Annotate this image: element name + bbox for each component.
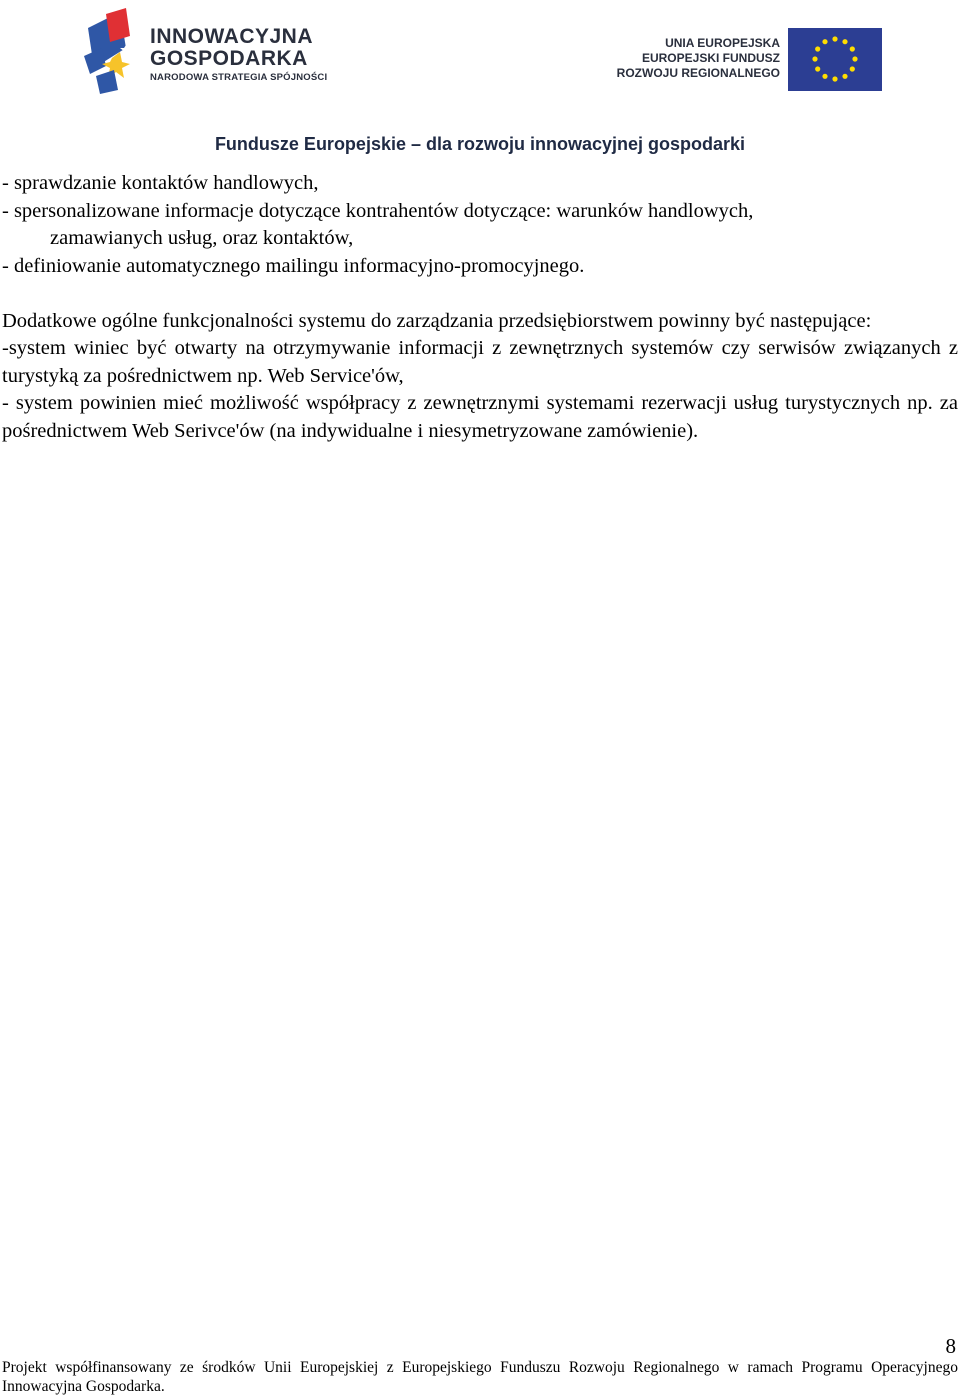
- logo-left-title: [150, 26, 313, 70]
- logo-left-subtitle: NARODOWA STRATEGIA SPÓJNOŚCI: [150, 72, 328, 83]
- paragraph: - system powinien mieć możliwość współpracy z zewnętrznymi systemami rezerwacji usług turystycznych np. za pośrednictwem Web Serivce'ów (na indywidualne i niesymetryzowane zamówienie).: [2, 392, 958, 442]
- innowacyjna-gospodarka-logo: [80, 8, 340, 94]
- paragraph: Dodatkowe ogólne funkcjonalności systemu do zarządzania przedsiębiorstwem powinny być następujące:: [2, 309, 872, 332]
- document-body: [2, 170, 958, 445]
- logo-right-text: [617, 36, 780, 81]
- list-item: - definiowanie automatycznego mailingu informacyjno-promocyjnego.: [2, 254, 585, 277]
- paragraph-spacer: [2, 280, 958, 308]
- running-title: Fundusze Europejskie – dla rozwoju innowacyjnej gospodarki: [214, 134, 746, 154]
- page-number: 8: [945, 1334, 956, 1358]
- logo-left-line2: GOSPODARKA: [150, 47, 308, 70]
- eu-fund-logo: [615, 28, 885, 94]
- footer-note: Projekt współfinansowany ze środków Unii Europejskiej z Europejskiego Funduszu Rozwoju Regionalnego w ramach Programu Operacyjnego Innowacyjna Gospodarka.: [2, 1359, 958, 1395]
- logo-right-line1: UNIA EUROPEJSKA: [665, 36, 780, 50]
- logo-right-line3: ROZWOJU REGIONALNEGO: [616, 66, 780, 80]
- star-emblem-icon: [80, 8, 144, 94]
- list-item-continuation: zamawianych usług, oraz kontaktów,: [50, 227, 354, 249]
- paragraph: -system winiec być otwarty na otrzymywanie informacji z zewnętrznych systemów czy serwisów związanych z turystyką za pośrednictwem np. Web Service'ów,: [2, 337, 958, 387]
- logo-right-line2: EUROPEJSKI FUNDUSZ: [641, 51, 780, 65]
- list-item: - spersonalizowane informacje dotyczące kontrahentów dotyczące: warunków handlowych,: [2, 199, 754, 222]
- header-logos: [0, 0, 960, 110]
- list-item: - sprawdzanie kontaktów handlowych,: [2, 172, 319, 194]
- eu-flag-icon: [788, 28, 882, 91]
- logo-left-line1: INNOWACYJNA: [150, 25, 314, 48]
